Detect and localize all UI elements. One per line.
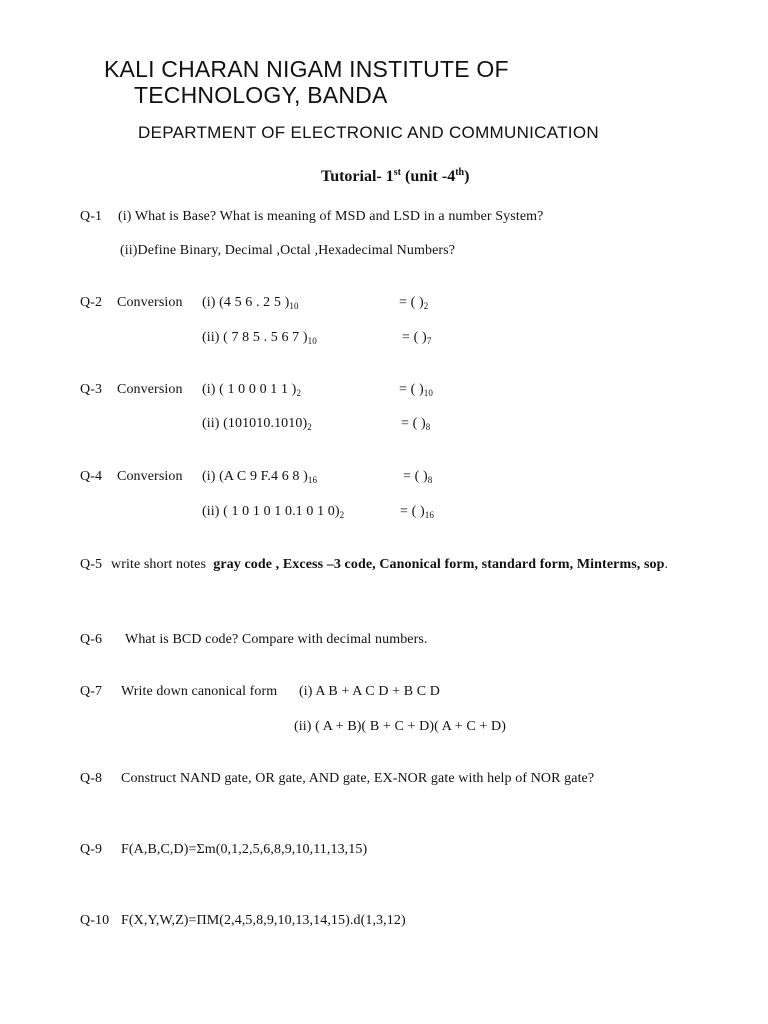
q2-expr-i: (i) (4 5 6 . 2 5 )$_{10}$ <box>202 295 299 311</box>
q4-answer-ii: = ( )$_{16}$ <box>400 504 434 520</box>
q2-label: Conversion <box>117 295 183 310</box>
q3-expr-ii: (ii) $(101010.1010)_2$ <box>202 416 312 432</box>
institute-name-line2: TECHNOLOGY, BANDA <box>134 82 388 108</box>
question-number: Q-2 <box>80 295 103 310</box>
question-number: Q-3 <box>80 382 103 397</box>
q3-answer-ii: = ( )$_8$ <box>401 416 431 432</box>
q3-label: Conversion <box>117 382 183 397</box>
q9-text: F(A,B,C,D)=Σm(0,1,2,5,6,8,9,10,11,13,15) <box>121 842 368 857</box>
question-number: Q-1 <box>80 209 103 224</box>
question-number: Q-6 <box>80 632 103 647</box>
q2-expr-ii: (ii) ( 7 8 5 . 5 6 7 )$_{10}$ <box>202 330 317 346</box>
q7-part-ii: (ii) ( A + B)( B + C + D)( A + C + D) <box>294 719 506 734</box>
question-number: Q-4 <box>80 469 103 484</box>
q4-answer-i: = ( )$_8$ <box>403 469 433 485</box>
q2-answer-i: = ( )$_2$ <box>399 295 429 311</box>
question-number: Q-9 <box>80 842 103 857</box>
q4-label: Conversion <box>117 469 183 484</box>
q4-expr-i: (i) (A C 9 F.4 6 8 )$_{16}$ <box>202 469 318 485</box>
question-number: Q-8 <box>80 771 103 786</box>
q5-text: write short notes gray code , Excess –3 code, Canonical form, standard form, Minterms, sop. <box>111 557 669 572</box>
question-number: Q-7 <box>80 684 103 699</box>
tutorial-heading: Tutorial- 1st (unit -4th) <box>321 167 470 185</box>
q3-expr-i: (i) ( 1 0 0 0 1 1 )$_2$ <box>202 382 302 398</box>
q8-text: Construct NAND gate, OR gate, AND gate, EX-NOR gate with help of NOR gate? <box>121 771 595 786</box>
q2-answer-ii: = ( )$_7$ <box>402 330 432 346</box>
q10-text: F(X,Y,W,Z)=ΠM(2,4,5,8,9,10,13,14,15).d(1,3,12) <box>121 913 406 928</box>
q4-expr-ii: (ii) ( 1 0 1 0 1 0.1 0 1 $0)_2$ <box>202 504 345 520</box>
question-number: Q-5 <box>80 557 103 572</box>
question-number: Q-10 <box>80 913 110 928</box>
q7-part-i: (i) A B + A C D + B C D <box>299 684 441 699</box>
q1-part-ii: (ii)Define Binary, Decimal ,Octal ,Hexadecimal Numbers? <box>120 243 456 258</box>
institute-name-line1: KALI CHARAN NIGAM INSTITUTE OF <box>104 56 509 82</box>
q7-lead: Write down canonical form <box>121 684 278 699</box>
department-heading: DEPARTMENT OF ELECTRONIC AND COMMUNICATION <box>138 123 599 142</box>
q1-part-i: (i) What is Base? What is meaning of MSD and LSD in a number System? <box>118 209 544 224</box>
q6-text: What is BCD code? Compare with decimal numbers. <box>125 632 428 647</box>
q5-topics: gray code , Excess –3 code, Canonical form, standard form, Minterms, sop <box>213 557 665 572</box>
q3-answer-i: = ( )$_{10}$ <box>399 382 433 398</box>
